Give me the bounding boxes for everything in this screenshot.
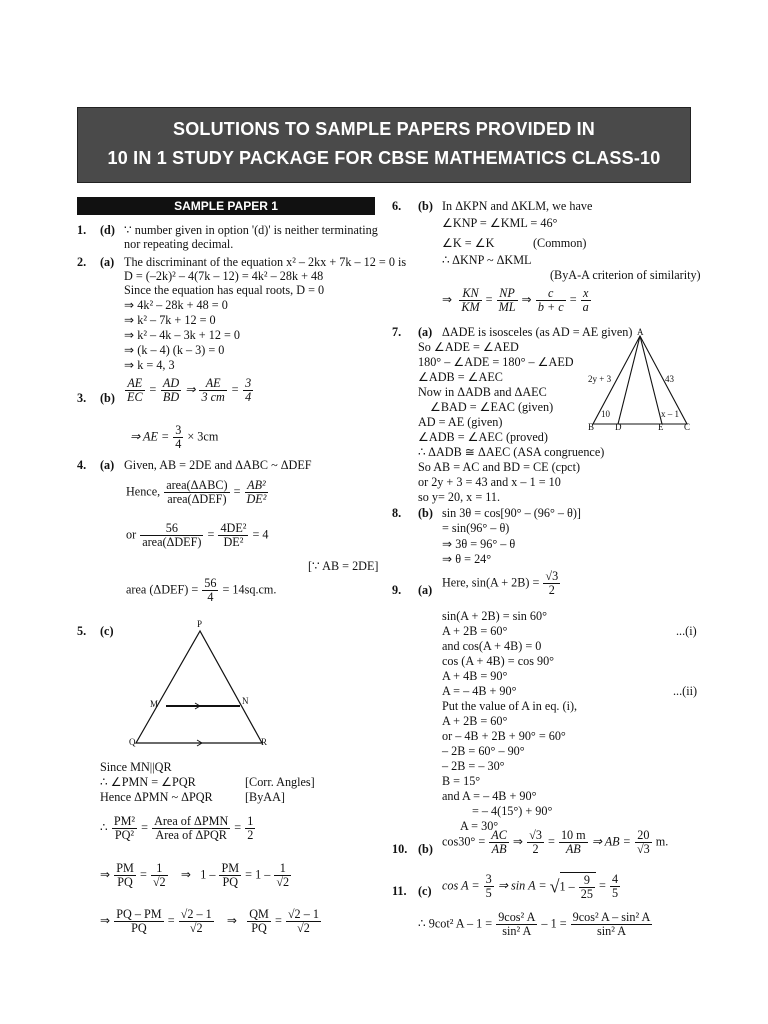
q3-number: 3. [77, 391, 87, 405]
q5-line2-reason: [Corr. Angles] [245, 775, 315, 789]
q7-line5: Now in ΔADB and ΔAEC [418, 385, 547, 399]
label-a: A [637, 327, 644, 337]
q8-line1: sin 3θ = cos[90° – (96° – θ)] [442, 506, 581, 520]
q6-line3-reason: (Common) [533, 236, 587, 250]
fraction: $\frac{56}{\text{area(ΔDEF)}}$ [142, 521, 202, 549]
q7-line2: So ∠ADE = ∠AED [418, 340, 519, 354]
q7-line6: ∠BAD = ∠EAC (given) [430, 400, 554, 414]
header-title-line1: SOLUTIONS TO SAMPLE PAPERS PROVIDED IN [173, 119, 595, 139]
fraction: $\frac{1}{√2}$ [152, 861, 166, 889]
fraction: $\frac{√3}{2}$ [529, 828, 542, 856]
q6-line5: (ByA-A criterion of similarity) [550, 268, 701, 282]
q2-answer: (a) [100, 255, 115, 269]
q1-line1: ∵ number given in option '(d)' is neither terminating [124, 223, 378, 237]
fraction: $\frac{56}{4}$ [204, 576, 217, 604]
q9-line14: = – 4(15°) + 90° [472, 804, 553, 818]
q5-line2: ∴ ∠PMN = ∠PQR [100, 775, 196, 789]
fraction: $\frac{9}{25}$ [580, 873, 593, 901]
fraction: $\frac{x}{a}$ [582, 286, 589, 314]
fraction: $\frac{10 m}{AB}$ [560, 828, 586, 856]
q2-step4: ⇒ (k – 4) (k – 3) = 0 [124, 343, 225, 357]
fraction: $\frac{1}{2}$ [247, 814, 254, 842]
q4-number: 4. [77, 458, 87, 472]
q9-line6: A = – 4B + 90° [442, 684, 517, 698]
side-bd-label: 10 [601, 409, 610, 419]
label-m: M [150, 699, 159, 709]
q6-answer: (b) [418, 199, 433, 213]
q2-line3: Since the equation has equal roots, D = 0 [124, 283, 325, 297]
fraction: $\frac{PM}{PQ}$ [116, 861, 134, 889]
q5-equation-b: ⇒ $\frac{PM}{PQ}$ = $\frac{1}{√2}$ ⇒ 1 – $\frac{PM}{PQ}$ = 1 – $\frac{1}{√2}$ [100, 861, 290, 889]
q2-step1: ⇒ 4k² – 28k + 48 = 0 [124, 298, 228, 312]
q4-area-result: area (ΔDEF) = $\frac{56}{4}$ = 14sq.cm. [126, 576, 277, 604]
header-title-line2: 10 IN 1 STUDY PACKAGE FOR CBSE MATHEMATICS CLASS-10 [107, 148, 661, 168]
q5-equation-c: ⇒ $\frac{PQ - PM}{PQ}$ = $\frac{√2 - 1}{√2}$ ⇒ $\frac{QM}{PQ}$ = $\frac{√2 - 1}{√2}$ [100, 907, 319, 935]
sample-paper-title: SAMPLE PAPER 1 [77, 197, 375, 215]
q4-hence-equation: Hence, $\frac{\text{area(ΔABC)}}{\text{area(ΔDEF)}}$ = $\frac{\text{AB²}}{\text{DE²}}$ [126, 478, 267, 506]
q7-line9: ∴ ΔADB ≅ ΔAEC (ASA congruence) [418, 445, 605, 459]
label-c: C [684, 422, 691, 432]
q9-line4: cos (A + 4B) = cos 90° [442, 654, 555, 668]
q9-line1: sin(A + 2B) = sin 60° [442, 609, 547, 623]
q5-line1: Since MN||QR [100, 760, 172, 774]
label-p: P [197, 619, 203, 629]
fraction: $\frac{√3}{2}$ [545, 569, 559, 597]
label-r: R [261, 737, 268, 747]
fraction: $\frac{3}{4}$ [245, 376, 252, 404]
q4-answer: (a) [100, 458, 115, 472]
side-ab-label: 2y + 3 [588, 374, 612, 384]
q9-line12: B = 15° [442, 774, 481, 788]
q9-given: Here, sin(A + 2B) = $\frac{√3}{2}$ [442, 569, 559, 597]
q11-number: 11. [392, 884, 407, 898]
q6-line3: ∠K = ∠K [442, 236, 495, 250]
fraction: $\frac{NP}{ML}$ [498, 286, 516, 314]
q9-line3: and cos(A + 4B) = 0 [442, 639, 542, 653]
q2-step3: ⇒ k² – 4k – 3k + 12 = 0 [124, 328, 240, 342]
q7-line12: so y= 20, x = 11. [418, 490, 501, 504]
q5-line3: Hence ΔPMN ~ ΔPQR [100, 790, 213, 804]
q10-number: 10. [392, 842, 408, 856]
q6-line4: ∴ ΔKNP ~ ΔKML [442, 253, 532, 267]
q7-line4: ∠ADB = ∠AEC [418, 370, 503, 384]
fraction: $\frac{\text{9cos² A – sin² A}}{\text{sin² A}}$ [572, 910, 651, 938]
q1-line2: nor repeating decimal. [124, 237, 234, 251]
fraction: $\frac{PM}{PQ}$ [221, 861, 240, 889]
fraction: $\frac{1}{√2}$ [276, 861, 290, 889]
fraction: $\frac{\text{9cos² A}}{\text{sin² A}}$ [498, 910, 536, 938]
q3-equation: $\frac{AE}{EC}$ = $\frac{AD}{BD}$ ⇒ $\frac{AE}{3 cm}$ = $\frac{3}{4}$ [127, 376, 252, 404]
sqrt-icon: √ [549, 876, 560, 897]
q6-number: 6. [392, 199, 402, 213]
fraction: $\frac{c}{b + c}$ [537, 286, 564, 314]
fraction: $\frac{3}{5}$ [485, 872, 492, 900]
q7-number: 7. [392, 325, 402, 339]
q1-number: 1. [77, 223, 87, 237]
q4-note: [∵ AB = 2DE] [308, 559, 379, 573]
fraction: $\frac{PQ - PM}{PQ}$ [116, 907, 162, 935]
fraction: $\frac{AE}{EC}$ [127, 376, 143, 404]
q6-line2: ∠KNP = ∠KML = 46° [442, 216, 558, 230]
fraction: $\frac{3}{4}$ [175, 423, 182, 451]
fraction: $\frac{\text{PM²}}{\text{PQ²}}$ [113, 814, 136, 842]
label-n: N [242, 696, 249, 706]
q10-equation: cos30° = $\frac{AC}{AB}$ ⇒ $\frac{√3}{2}$ = $\frac{10 m}{AB}$ ⇒ AB = $\frac{20}{√3}$ m. [442, 828, 669, 856]
q9-line15: A = 30° [460, 819, 499, 833]
fraction: $\frac{20}{√3}$ [636, 828, 650, 856]
fraction: $\frac{AD}{BD}$ [162, 376, 180, 404]
q7-line8: ∠ADB = ∠AEC (proved) [418, 430, 548, 444]
q9-answer: (a) [418, 583, 433, 597]
q9-line11: – 2B = – 30° [442, 759, 505, 773]
fraction: $\frac{4}{5}$ [611, 872, 619, 900]
q4-line1: Given, AB = 2DE and ΔABC ~ ΔDEF [124, 458, 312, 472]
q2-line2: D = (–2k)² – 4(7k – 12) = 4k² – 28k + 48 [124, 269, 324, 283]
q8-line4: ⇒ θ = 24° [442, 552, 492, 566]
q9-line7: Put the value of A in eq. (i), [442, 699, 578, 713]
q10-answer: (b) [418, 842, 433, 856]
q11-equation-b: ∴ 9cot² A – 1 = $\frac{\text{9cos² A}}{\text{sin² A}}$ – 1 = $\frac{\text{9cos² A – sin² A}}{\text{sin² A}}$ [418, 910, 651, 938]
q6-fraction-equation: ⇒ $\frac{KN}{KM}$ = $\frac{NP}{ML}$ ⇒ $\frac{c}{b + c}$ = $\frac{x}{a}$ [442, 286, 589, 314]
q9-line10: – 2B = 60° – 90° [442, 744, 525, 758]
q4-or-equation: or $\frac{56}{\text{area(ΔDEF)}}$ = $\frac{\text{4DE²}}{\text{DE²}}$ = 4 [126, 521, 269, 549]
fraction: $\frac{KN}{KM}$ [461, 286, 480, 314]
q7-line11: or 2y + 3 = 43 and x – 1 = 10 [418, 475, 561, 489]
q9-tag-ii: ...(ii) [673, 684, 698, 698]
label-e: E [658, 422, 664, 432]
header-banner [77, 107, 691, 183]
fraction: $\frac{AE}{3 cm}$ [201, 376, 225, 404]
label-b: B [588, 422, 595, 432]
q5-number: 5. [77, 624, 87, 638]
fraction: $\frac{\text{AB²}}{\text{DE²}}$ [246, 478, 267, 506]
q8-answer: (b) [418, 506, 433, 520]
fraction: $\frac{\text{4DE²}}{\text{DE²}}$ [220, 521, 247, 549]
q2-line1: The discriminant of the equation x² – 2kx + 7k – 12 = 0 is [124, 255, 407, 269]
q2-step2: ⇒ k² – 7k + 12 = 0 [124, 313, 216, 327]
fraction: $\frac{\text{Area of ΔPMN}}{\text{Area of ΔPQR}}$ [154, 814, 229, 842]
triangle-abc-figure [585, 326, 695, 432]
fraction: $\frac{QM}{PQ}$ [249, 907, 269, 935]
q8-line2: = sin(96° – θ) [442, 521, 510, 535]
q3-result: ⇒ AE = $\frac{3}{4}$ × 3cm [130, 423, 219, 451]
triangle-pqr-figure [120, 615, 280, 753]
fraction: $\frac{√2 - 1}{√2}$ [180, 907, 212, 935]
q5-answer: (c) [100, 624, 114, 638]
q7-line1: ΔADE is isosceles (as AD = AE given) [442, 325, 633, 339]
q9-line13: and A = – 4B + 90° [442, 789, 537, 803]
q6-line1: In ΔKPN and ΔKLM, we have [442, 199, 593, 213]
q7-answer: (a) [418, 325, 433, 339]
fraction: $\frac{√2 - 1}{√2}$ [287, 907, 319, 935]
q8-line3: ⇒ 3θ = 96° – θ [442, 537, 516, 551]
q2-step5: ⇒ k = 4, 3 [124, 358, 175, 372]
label-q: Q [129, 737, 136, 747]
q9-tag-i: ...(i) [676, 624, 697, 638]
label-d: D [615, 422, 622, 432]
q8-number: 8. [392, 506, 402, 520]
q3-answer: (b) [100, 391, 115, 405]
fraction: $\frac{\text{area(ΔABC)}}{\text{area(ΔDEF)}}$ [166, 478, 228, 506]
q9-number: 9. [392, 583, 402, 597]
q9-line8: A + 2B = 60° [442, 714, 508, 728]
q5-equation-a: ∴ $\frac{\text{PM²}}{\text{PQ²}}$ = $\frac{\text{Area of ΔPMN}}{\text{Area of ΔPQR}}$ = $\frac{1}{2}$ [100, 814, 254, 842]
q7-line3: 180° – ∠ADE = 180° – ∠AED [418, 355, 574, 369]
q9-line9: or – 4B + 2B + 90° = 60° [442, 729, 566, 743]
q11-equation-a: cos A = $\frac{3}{5}$ ⇒ sin A = √1 – $\frac{9}{25}$ = $\frac{4}{5}$ [442, 872, 619, 901]
q9-line2: A + 2B = 60° [442, 624, 508, 638]
side-ec-label: x – 1 [661, 409, 679, 419]
side-ac-label: 43 [665, 374, 674, 384]
q7-line7: AD = AE (given) [418, 415, 503, 429]
q2-number: 2. [77, 255, 87, 269]
q5-line3-reason: [ByAA] [245, 790, 285, 804]
q7-line10: So AB = AC and BD = CE (cpct) [418, 460, 581, 474]
q11-answer: (c) [418, 884, 432, 898]
q1-answer: (d) [100, 223, 115, 237]
q9-line5: A + 4B = 90° [442, 669, 508, 683]
fraction: $\frac{AC}{AB}$ [491, 828, 507, 856]
